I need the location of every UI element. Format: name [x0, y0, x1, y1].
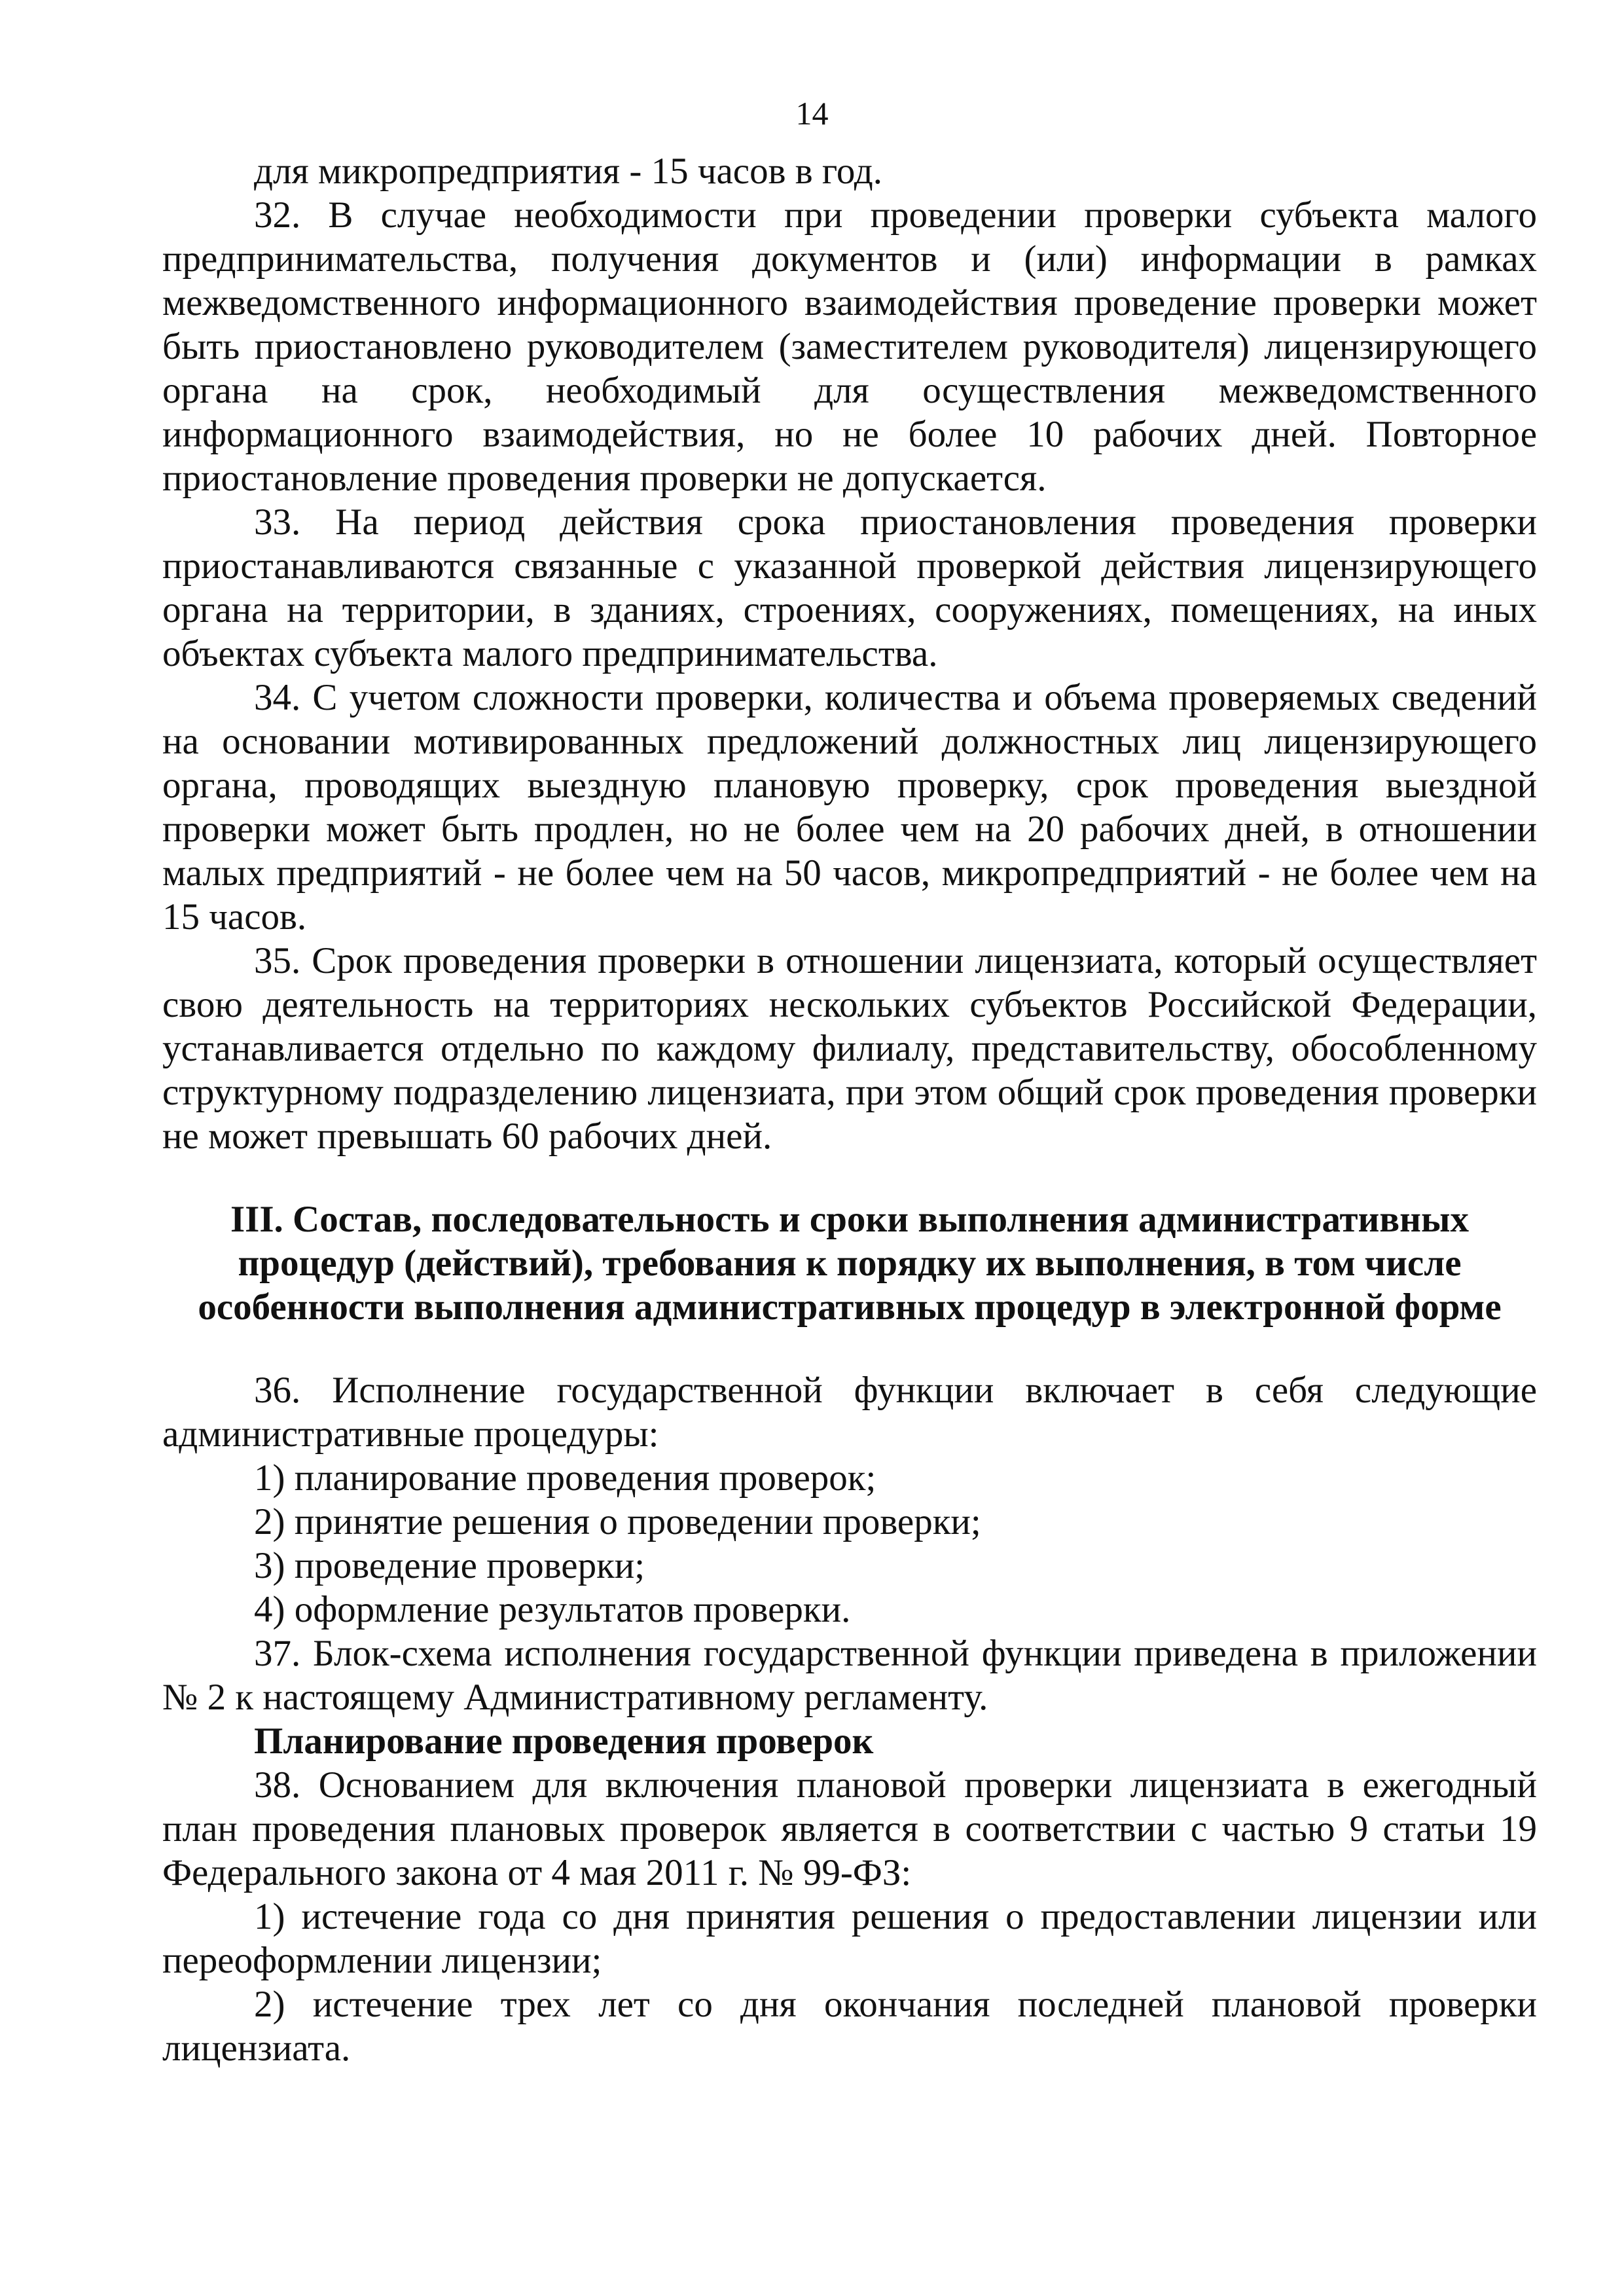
section-heading — [162, 1197, 1537, 1329]
paragraph-37: 37. Блок-схема исполнения государственной функции приведена в приложении № 2 к настоящему Административному регламенту. — [162, 1633, 1537, 1718]
list-item: 4) оформление результатов проверки. — [254, 1589, 851, 1630]
section-heading-line-2: процедур (действий), требования к порядку их выполнения, в том числе — [238, 1243, 1462, 1284]
paragraph-continuation: для микропредприятия - 15 часов в год. — [254, 151, 882, 192]
section-heading-line-1: III. Состав, последовательность и сроки выполнения административных — [230, 1199, 1469, 1240]
page-number: 14 — [795, 95, 829, 132]
document-body — [162, 149, 1537, 2070]
list-item: 2) истечение трех лет со дня окончания последней плановой проверки лицензиата. — [162, 1984, 1537, 2069]
list-item: 3) проведение проверки; — [254, 1545, 645, 1586]
list-item: 1) истечение года со дня принятия решения о предоставлении лицензии или переоформлении лицензии; — [162, 1896, 1537, 1981]
section-heading-line-3: особенности выполнения административных процедур в электронной форме — [198, 1286, 1502, 1328]
list-item: 2) принятие решения о проведении проверки; — [254, 1501, 981, 1542]
list-item: 1) планирование проведения проверок; — [254, 1457, 876, 1499]
paragraph-35: 35. Срок проведения проверки в отношении лицензиата, который осуществляет свою деятельность на территориях нескольких субъектов Российской Федерации, устанавливается отдельно по каждому филиалу, представительству, обособленному структурному подразделению лицензиата, при этом общий срок проведения проверки не может превышать 60 рабочих дней. — [162, 940, 1537, 1157]
subsection-heading: Планирование проведения проверок — [254, 1721, 874, 1762]
paragraph-33: 33. На период действия срока приостановления проведения проверки приостанавливаются связанные с указанной проверкой действия лицензирующего органа на территории, в зданиях, строениях, сооружениях, помещениях, на иных объектах субъекта малого предпринимательства. — [162, 501, 1537, 674]
paragraph-32: 32. В случае необходимости при проведении проверки субъекта малого предпринимательства, получения документов и (или) информации в рамках межведомственного информационного взаимодействия проведение проверки может быть приостановлено руководителем (заместителем руководителя) лицензирующего органа на срок, необходимый для осуществления межведомственного информационного взаимодействия, но не более 10 рабочих дней. Повторное приостановление проведения проверки не допускается. — [162, 194, 1537, 499]
paragraph-36: 36. Исполнение государственной функции включает в себя следующие административные процедуры: — [162, 1370, 1537, 1455]
paragraph-38: 38. Основанием для включения плановой проверки лицензиата в ежегодный план проведения плановых проверок является в соответствии с частью 9 статьи 19 Федерального закона от 4 мая 2011 г. № 99-ФЗ: — [162, 1764, 1537, 1893]
paragraph-34: 34. С учетом сложности проверки, количества и объема проверяемых сведений на основании мотивированных предложений должностных лиц лицензирующего органа, проводящих выездную плановую проверку, срок проведения выездной проверки может быть продлен, но не более чем на 20 рабочих дней, в отношении малых предприятий - не более чем на 50 часов, микропредприятий - не более чем на 15 часов. — [162, 677, 1537, 938]
